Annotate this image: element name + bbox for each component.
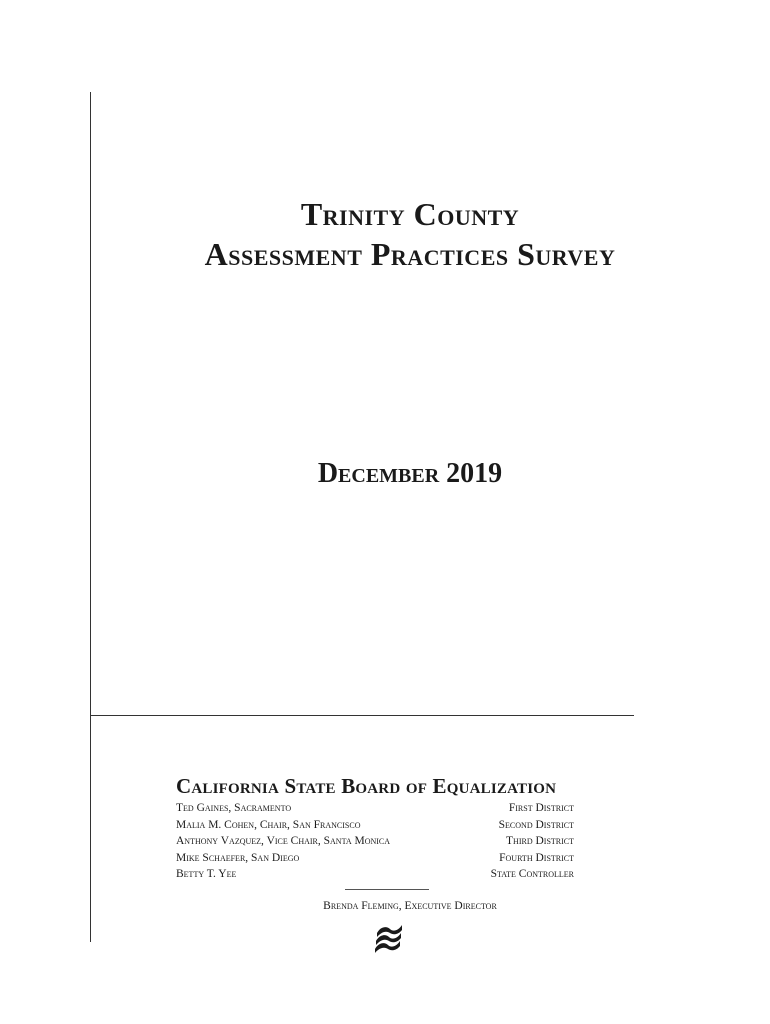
member-name: Ted Gaines, Sacramento <box>176 802 292 814</box>
section-divider-rule <box>90 715 634 716</box>
member-district: Third District <box>506 835 574 847</box>
board-members-list <box>176 800 574 883</box>
board-member-row <box>176 817 574 834</box>
board-member-row <box>176 800 574 817</box>
member-name: Betty T. Yee <box>176 868 237 880</box>
member-name: Mike Schaefer, San Diego <box>176 851 300 864</box>
member-name: Malia M. Cohen, Chair, San Francisco <box>176 818 361 831</box>
document-title-line-1: Trinity County <box>300 196 520 232</box>
board-member-row <box>176 866 574 883</box>
document-title-line-2: Assessment Practices Survey <box>204 236 616 272</box>
publication-date: December 2019 <box>317 458 503 489</box>
member-district: Second District <box>498 818 574 831</box>
member-district: First District <box>508 802 574 814</box>
member-district: Fourth District <box>499 851 574 864</box>
board-member-row <box>176 833 574 850</box>
director-separator-rule <box>345 889 429 890</box>
board-name: California State Board of Equalization <box>176 774 557 798</box>
member-district: State Controller <box>490 868 574 880</box>
boe-wave-logo-icon <box>371 920 407 956</box>
board-member-row <box>176 850 574 867</box>
member-name: Anthony Vazquez, Vice Chair, Santa Monica <box>176 835 391 847</box>
executive-director: Brenda Fleming, Executive Director <box>323 900 497 912</box>
